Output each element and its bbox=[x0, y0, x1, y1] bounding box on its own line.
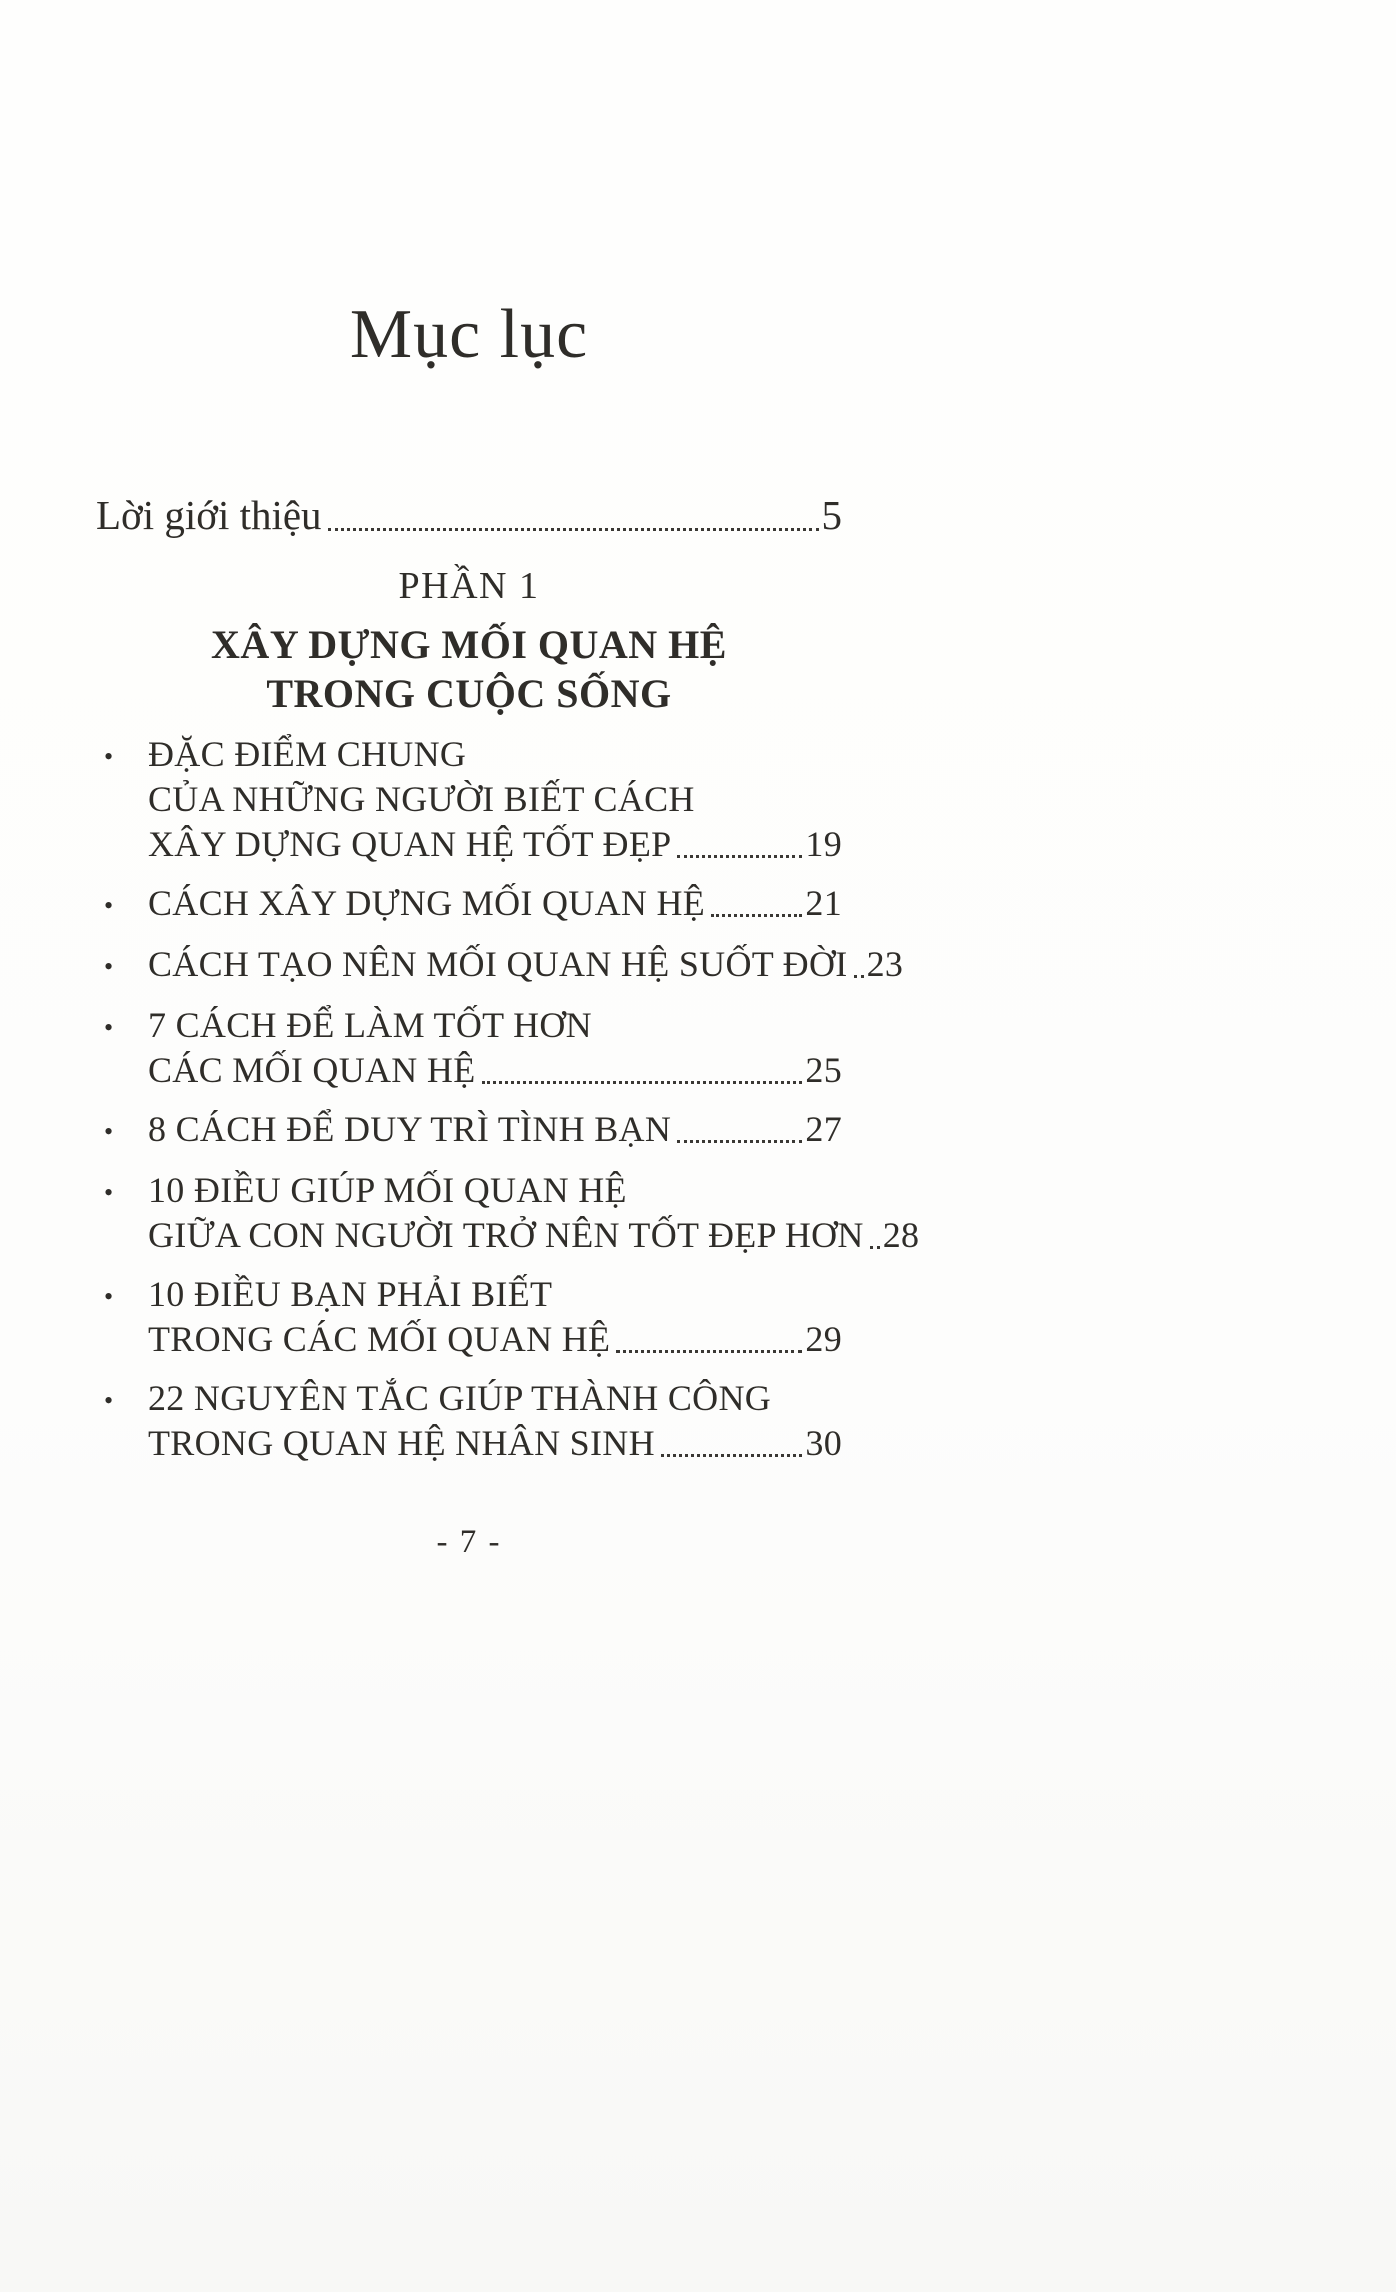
toc-entry-page-number: 21 bbox=[805, 883, 842, 923]
dotted-leader bbox=[677, 1140, 802, 1143]
toc-entry-body bbox=[148, 1003, 842, 1093]
toc-entry-last-line bbox=[148, 1107, 842, 1152]
bullet-icon: • bbox=[104, 742, 114, 771]
toc-entry-page-number: 23 bbox=[866, 944, 904, 984]
toc-entry-last-line bbox=[148, 881, 842, 926]
toc-entry-title: TRONG QUAN HỆ NHÂN SINH bbox=[148, 1423, 655, 1463]
dotted-leader bbox=[854, 975, 864, 978]
part-label: PHẦN 1 bbox=[398, 565, 540, 607]
toc-entry bbox=[96, 1376, 842, 1466]
toc-entry bbox=[96, 942, 904, 989]
footer-page-number: - 7 - bbox=[436, 1524, 502, 1560]
toc-entry-page-number: 27 bbox=[805, 1109, 842, 1149]
toc-entry bbox=[96, 1003, 842, 1093]
part-header bbox=[96, 564, 842, 718]
toc-entry bbox=[96, 1272, 842, 1362]
toc-entry-last-line bbox=[148, 942, 904, 987]
dotted-leader bbox=[482, 1081, 803, 1084]
toc-entry bbox=[96, 732, 842, 867]
toc-entry-page-number: 29 bbox=[805, 1319, 842, 1359]
bullet-icon: • bbox=[104, 1178, 114, 1207]
content-column bbox=[96, 0, 920, 1561]
toc-entry-page-number: 28 bbox=[882, 1215, 920, 1255]
intro-label: Lời giới thiệu bbox=[96, 492, 322, 538]
dotted-leader bbox=[711, 914, 802, 917]
toc-entry bbox=[96, 881, 842, 928]
toc-entry-line: ĐẶC ĐIỂM CHUNG bbox=[148, 734, 467, 774]
toc-entry-title: CÁCH XÂY DỰNG MỐI QUAN HỆ bbox=[148, 883, 706, 923]
toc-entry-line: 10 ĐIỀU GIÚP MỐI QUAN HỆ bbox=[148, 1170, 627, 1210]
toc-entry-last-line bbox=[148, 1317, 842, 1362]
bullet-icon: • bbox=[104, 1386, 114, 1415]
toc-entry-title: XÂY DỰNG QUAN HỆ TỐT ĐẸP bbox=[148, 824, 672, 864]
toc-entry-title: TRONG CÁC MỐI QUAN HỆ bbox=[148, 1319, 611, 1359]
part-title-line1: XÂY DỰNG MỐI QUAN HỆ bbox=[211, 622, 727, 667]
toc-entry-last-line bbox=[148, 1421, 842, 1466]
toc-entry-last-line bbox=[148, 822, 842, 867]
toc-entry-page-number: 25 bbox=[805, 1050, 842, 1090]
toc-entry bbox=[96, 1107, 842, 1154]
toc-entry-page-number: 30 bbox=[805, 1423, 842, 1463]
toc-entry-page-number: 19 bbox=[805, 824, 842, 864]
toc-entry-body bbox=[148, 732, 842, 867]
toc-entry-line: 7 CÁCH ĐỂ LÀM TỐT HƠN bbox=[148, 1005, 592, 1045]
toc-entry-line: 10 ĐIỀU BẠN PHẢI BIẾT bbox=[148, 1274, 553, 1314]
dotted-leader bbox=[328, 528, 819, 531]
toc-entry bbox=[96, 1168, 920, 1258]
dotted-leader bbox=[661, 1454, 803, 1457]
bullet-icon: • bbox=[104, 1282, 114, 1311]
dotted-leader bbox=[616, 1350, 802, 1353]
bullet-icon: • bbox=[104, 891, 114, 920]
toc-entry-body bbox=[148, 881, 842, 928]
toc-entry-line: CỦA NHỮNG NGƯỜI BIẾT CÁCH bbox=[148, 779, 695, 819]
bullet-icon: • bbox=[104, 1117, 114, 1146]
bullet-icon: • bbox=[104, 1013, 114, 1042]
toc-entry-last-line bbox=[148, 1213, 920, 1258]
page-title: Mục lục bbox=[349, 296, 589, 373]
toc-entry-title: CÁC MỐI QUAN HỆ bbox=[148, 1050, 476, 1090]
toc-entry-body bbox=[148, 942, 904, 989]
toc-intro-row bbox=[96, 490, 842, 540]
toc-entry-line: 22 NGUYÊN TẮC GIÚP THÀNH CÔNG bbox=[148, 1378, 772, 1418]
part-title-line2: TRONG CUỘC SỐNG bbox=[266, 671, 672, 716]
bullet-icon: • bbox=[104, 952, 114, 981]
toc-entry-body bbox=[148, 1168, 920, 1258]
dotted-leader bbox=[870, 1246, 880, 1249]
dotted-leader bbox=[677, 855, 802, 858]
intro-page-number: 5 bbox=[821, 492, 842, 538]
toc-entry-title: CÁCH TẠO NÊN MỐI QUAN HỆ SUỐT ĐỜI bbox=[148, 944, 848, 984]
toc-entry-body bbox=[148, 1272, 842, 1362]
toc-entry-body bbox=[148, 1376, 842, 1466]
toc-entry-title: GIỮA CON NGƯỜI TRỞ NÊN TỐT ĐẸP HƠN bbox=[148, 1215, 864, 1255]
toc-entry-title: 8 CÁCH ĐỂ DUY TRÌ TÌNH BẠN bbox=[148, 1109, 672, 1149]
toc-entry-last-line bbox=[148, 1048, 842, 1093]
toc-entry-body bbox=[148, 1107, 842, 1154]
